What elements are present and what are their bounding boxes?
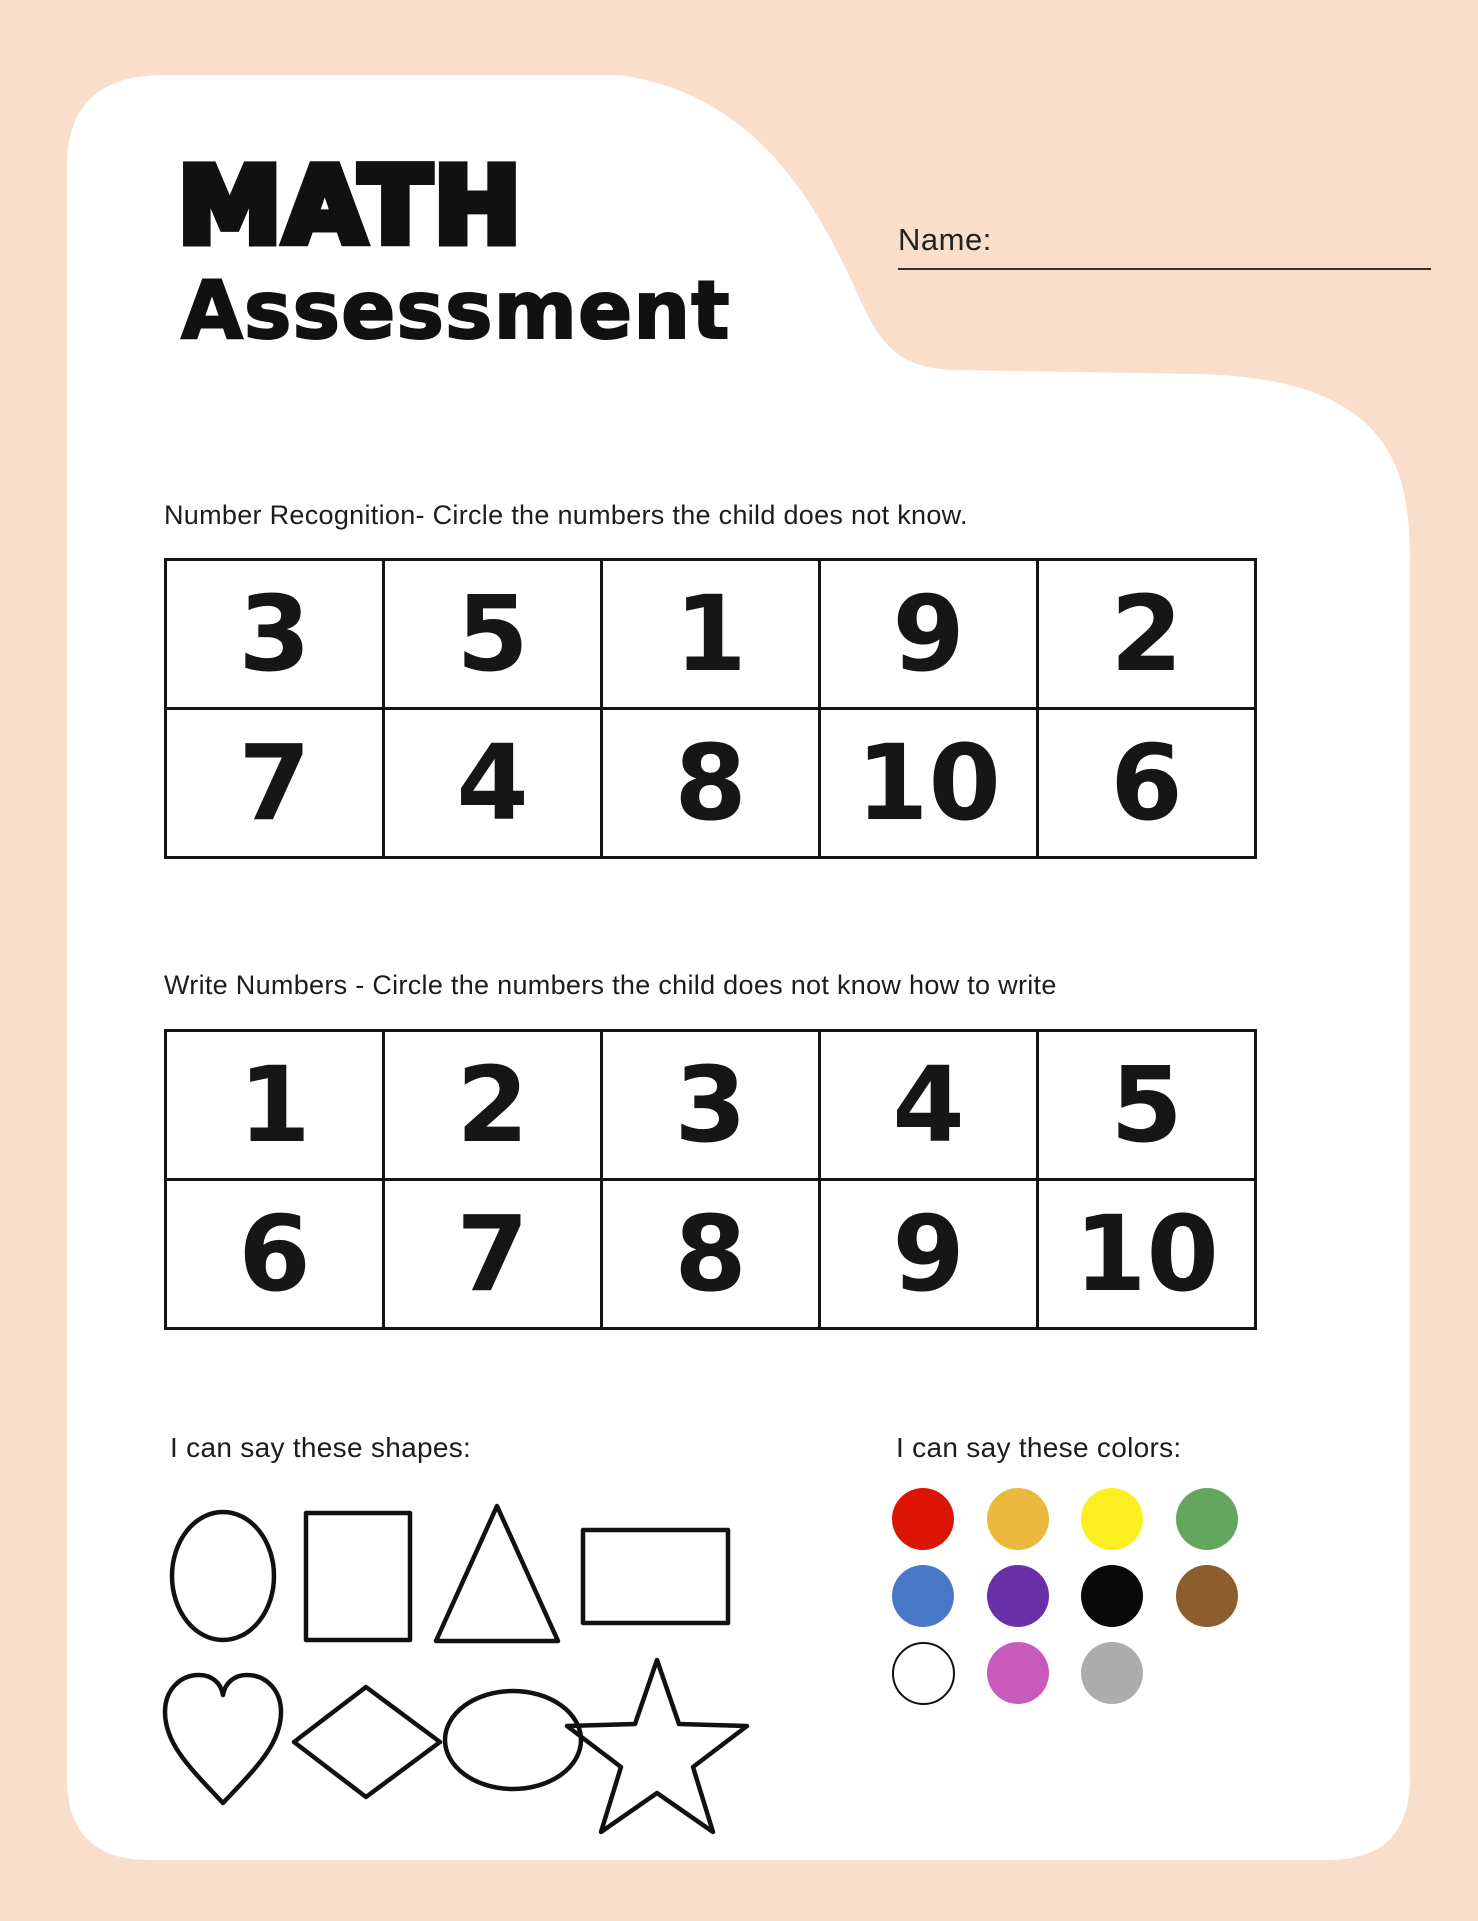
write-cell[interactable]: 1	[166, 1031, 384, 1180]
name-input-line[interactable]	[898, 240, 1431, 270]
color-swatch-gray[interactable]	[1081, 1642, 1143, 1704]
recognition-cell[interactable]: 1	[602, 560, 820, 709]
recognition-cell[interactable]: 8	[602, 709, 820, 858]
colors-section-label: I can say these colors:	[896, 1432, 1182, 1463]
write-numbers-table	[164, 1029, 1257, 1330]
write-cell[interactable]: 7	[384, 1180, 602, 1329]
write-cell[interactable]: 6	[166, 1180, 384, 1329]
write-cell[interactable]: 4	[820, 1031, 1038, 1180]
color-swatch-black[interactable]	[1081, 1565, 1143, 1627]
color-swatch-yellow[interactable]	[1081, 1488, 1143, 1550]
write-cell[interactable]: 5	[1038, 1031, 1256, 1180]
page-title: MATH	[178, 145, 524, 267]
recognition-cell[interactable]: 3	[166, 560, 384, 709]
recognition-cell[interactable]: 10	[820, 709, 1038, 858]
color-swatch-blue[interactable]	[892, 1565, 954, 1627]
color-swatch-purple[interactable]	[987, 1565, 1049, 1627]
recognition-instruction: Number Recognition- Circle the numbers the child does not know.	[164, 500, 968, 530]
write-cell[interactable]: 10	[1038, 1180, 1256, 1329]
recognition-cell[interactable]: 6	[1038, 709, 1256, 858]
color-swatch-brown[interactable]	[1176, 1565, 1238, 1627]
write-cell[interactable]: 2	[384, 1031, 602, 1180]
color-swatch-white[interactable]	[892, 1642, 955, 1705]
table-row	[166, 560, 1256, 709]
write-cell[interactable]: 9	[820, 1180, 1038, 1329]
recognition-cell[interactable]: 4	[384, 709, 602, 858]
name-label: Name:	[898, 222, 992, 257]
color-swatch-gold[interactable]	[987, 1488, 1049, 1550]
table-row	[166, 1031, 1256, 1180]
color-swatch-magenta[interactable]	[987, 1642, 1049, 1704]
recognition-cell[interactable]: 7	[166, 709, 384, 858]
page-subtitle: Assessment	[181, 264, 731, 357]
table-row	[166, 709, 1256, 858]
write-instruction: Write Numbers - Circle the numbers the child does not know how to write	[164, 970, 1057, 1000]
recognition-cell[interactable]: 2	[1038, 560, 1256, 709]
write-cell[interactable]: 8	[602, 1180, 820, 1329]
recognition-cell[interactable]: 5	[384, 560, 602, 709]
shapes-section-label: I can say these shapes:	[170, 1432, 472, 1463]
color-swatch-green[interactable]	[1176, 1488, 1238, 1550]
table-row	[166, 1180, 1256, 1329]
number-recognition-table	[164, 558, 1257, 859]
recognition-cell[interactable]: 9	[820, 560, 1038, 709]
color-swatch-red[interactable]	[892, 1488, 954, 1550]
write-cell[interactable]: 3	[602, 1031, 820, 1180]
